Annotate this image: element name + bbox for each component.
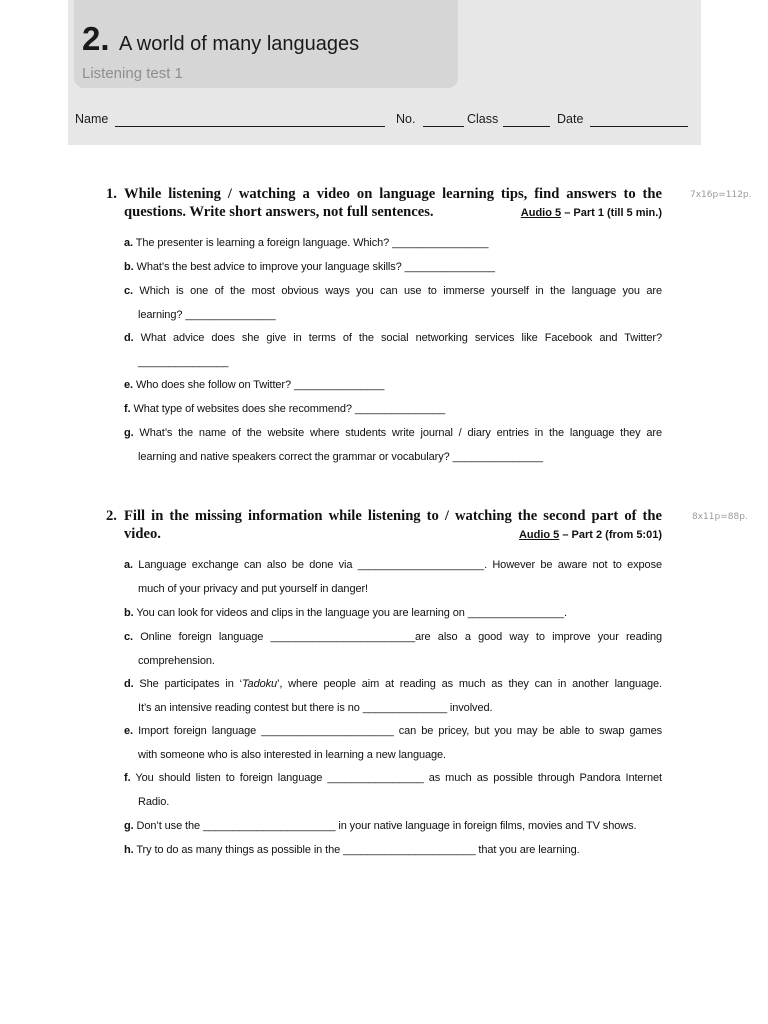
q2-line2: video. — [124, 526, 161, 542]
q2-item-h: h. Try to do as many things as possible in the ______________________ that you are learning. — [124, 844, 580, 856]
unit-number: 2. — [82, 20, 110, 57]
q1-item-c: c. Which is one of the most obvious ways you can use to immerse yourself in the language you are learning? _______________ — [124, 285, 662, 321]
q1-item-a: a. The presenter is learning a foreign language. Which? ________________ — [124, 237, 489, 249]
q2-audio-link[interactable]: Audio 5 — [518, 529, 560, 541]
name-label: Name — [75, 112, 109, 126]
q1-item-b: b. What’s the best advice to improve your language skills? _______________ — [124, 261, 495, 273]
q1-line1: While listening / watching a video on language learning tips, find answers to the — [124, 186, 662, 202]
q1-audio-ref: Audio 5 – Part 1 (till 5 min.) — [520, 207, 662, 219]
number-field[interactable] — [423, 126, 464, 127]
class-label: Class — [467, 112, 499, 126]
q2-line1: Fill in the missing information while listening to / watching the second part of the — [124, 508, 662, 524]
q1-item-f: f. What type of websites does she recommend? _______________ — [124, 403, 446, 415]
q2-number: 2. — [106, 508, 117, 524]
test-subtitle: Listening test 1 — [82, 65, 183, 82]
q1-item-e: e. Who does she follow on Twitter? _______________ — [124, 379, 385, 391]
q2-item-b: b. You can look for videos and clips in the language you are learning on ________________. — [124, 607, 567, 619]
q2-heading — [106, 507, 662, 543]
name-field[interactable] — [115, 126, 385, 127]
number-label: No. — [396, 112, 416, 126]
q2-item-d: d. She participates in ‘Tadoku’, where people aim at reading as much as they can in another language. It’s an intensive reading contest but there is no ______________ involved. — [124, 678, 662, 714]
q2-item-a: a. Language exchange can also be done via _____________________. However be aware not to expose much of your privacy and put yourself in danger! — [124, 559, 662, 595]
q1-item-g: g. What’s the name of the website where students write journal / diary entries in the language they are learning and native speakers correct the grammar or vocabulary? _______________ — [124, 427, 662, 463]
q2-item-e: e. Import foreign language ______________________ can be pricey, but you may be able to swap games with someone who is also interested in learning a new language. — [124, 725, 662, 761]
q1-line2: questions. Write short answers, not full sentences. — [124, 204, 434, 220]
class-field[interactable] — [503, 126, 550, 127]
q2-item-f: f. You should listen to foreign language ________________ as much as possible through Pandora Internet Radio. — [124, 772, 662, 808]
date-label: Date — [557, 112, 584, 126]
q1-heading — [106, 185, 662, 221]
q1-number: 1. — [106, 186, 117, 202]
unit-title: A world of many languages — [119, 33, 360, 55]
q1-item-d: d. What advice does she give in terms of the social networking services like Facebook and Twitter? _______________ — [124, 332, 662, 368]
q2-points-note: 8x11p=88p. — [692, 512, 748, 522]
q2-item-c: c. Online foreign language ________________________are also a good way to improve your reading comprehension. — [124, 631, 662, 667]
q2-item-g: g. Don’t use the ______________________ in your native language in foreign films, movies and TV shows. — [124, 820, 637, 832]
q1-points-note: 7x16p=112p. — [690, 190, 752, 200]
q1-audio-link[interactable]: Audio 5 — [520, 207, 562, 219]
q2-audio-ref: Audio 5 – Part 2 (from 5:01) — [518, 529, 662, 541]
date-field[interactable] — [590, 126, 688, 127]
